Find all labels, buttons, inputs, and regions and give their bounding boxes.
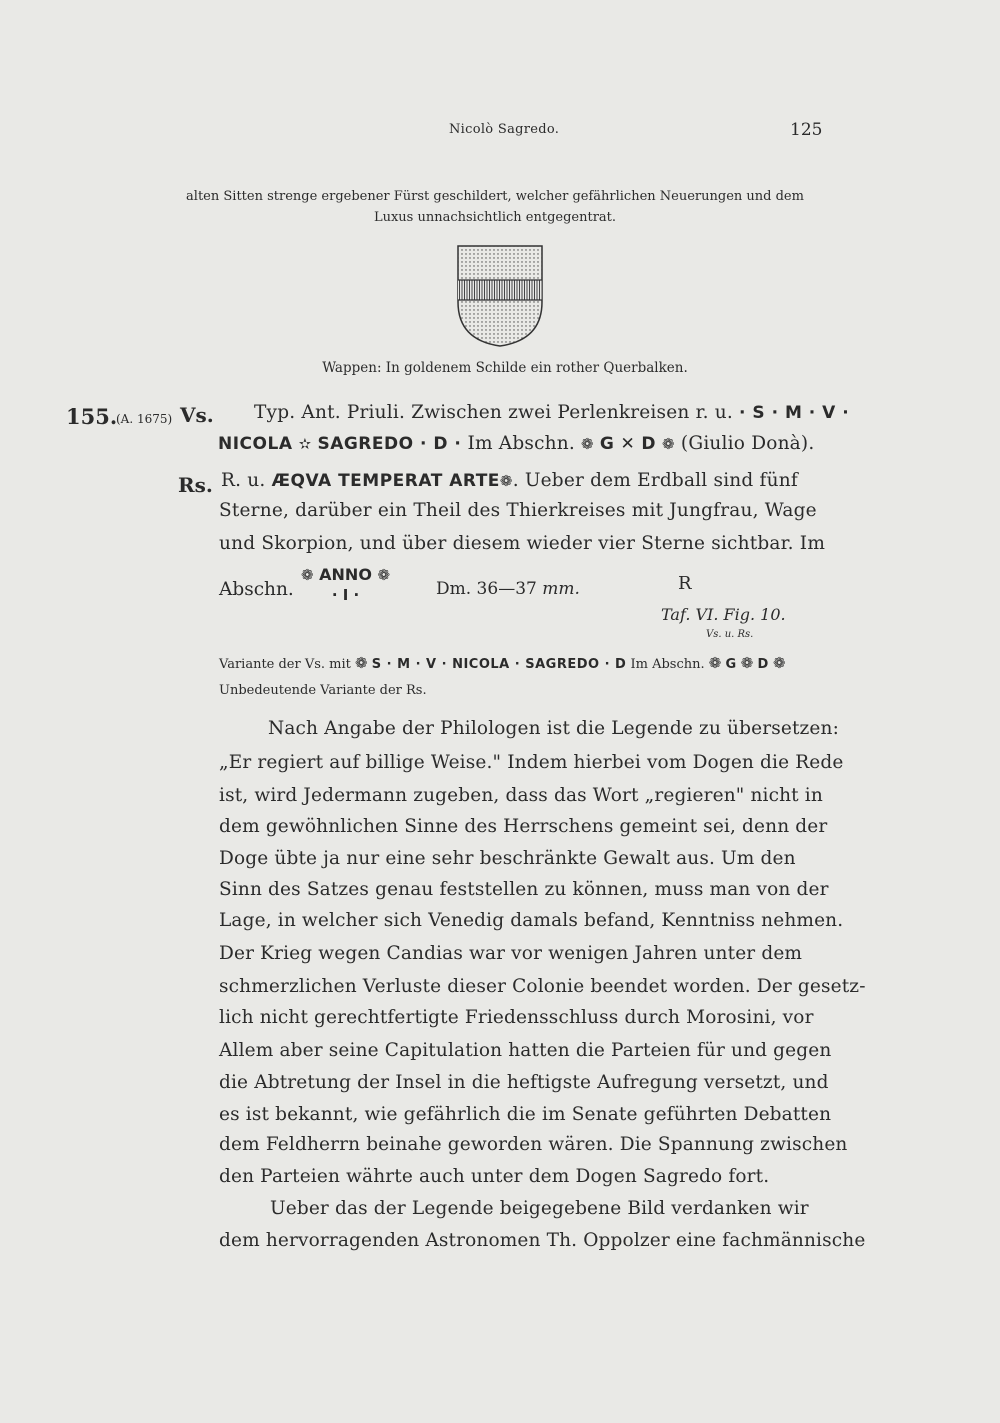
body-line: lich nicht gerechtfertigte Friedensschluss durch Morosini, vor <box>219 1007 814 1028</box>
body-line: Allem aber seine Capitulation hatten die Parteien für und gegen <box>219 1040 832 1061</box>
entry-number: 155. <box>66 404 118 429</box>
obverse-legend-start: · S · M · V · <box>739 403 850 423</box>
intro-line-1: alten Sitten strenge ergebener Fürst geschildert, welcher gefährlichen Neuerungen und dem <box>186 189 804 204</box>
body-line: den Parteien währte auch unter dem Dogen Sagredo fort. <box>219 1166 770 1187</box>
diameter-unit: mm. <box>542 579 580 599</box>
obverse-label: Vs. <box>180 403 214 427</box>
body-line: die Abtretung der Insel in die heftigste Aufregung versetzt, und <box>219 1072 829 1093</box>
reverse-legend: ÆQVA TEMPERAT ARTE <box>271 471 500 491</box>
rosette-icon: ❁ <box>772 654 786 672</box>
rosette-icon: ❁ <box>708 654 722 672</box>
entry-year: (A. 1675) <box>116 412 173 426</box>
obverse-line-1 <box>220 402 849 423</box>
anno-text: ANNO <box>319 565 372 584</box>
reverse-line-3: und Skorpion, und über diesem wieder vier Sterne sichtbar. Im <box>219 533 826 554</box>
page-number: 125 <box>790 120 823 140</box>
rosette-icon: ❁ <box>377 566 391 584</box>
running-title: Nicolò Sagredo. <box>449 122 560 137</box>
reverse-line-1 <box>219 470 798 491</box>
reverse-prefix: R. u. <box>221 470 266 491</box>
reverse-label: Rs. <box>178 473 213 497</box>
body-line: Lage, in welcher sich Venedig damals befand, Kenntniss nehmen. <box>219 910 844 931</box>
body-line: Sinn des Satzes genau feststellen zu können, muss man von der <box>219 879 829 900</box>
obverse-line-2 <box>218 433 814 454</box>
variant-obverse <box>219 654 786 672</box>
intro-line-2: Luxus unnachsichtlich entgegentrat. <box>373 210 617 225</box>
body-line: es ist bekannt, wie gefährlich die im Senate geführten Debatten <box>219 1104 832 1125</box>
initial-d: D <box>641 434 656 454</box>
rosette-icon: ❁ <box>581 435 594 453</box>
mintmaster-name: (Giulio Donà). <box>680 433 815 454</box>
initial-g: G <box>599 434 615 454</box>
plate-side: Vs. u. Rs. <box>706 629 754 640</box>
body-line: Nach Angabe der Philologen ist die Legende zu übersetzen: <box>268 718 839 739</box>
star-icon: ✫ <box>298 435 312 453</box>
obverse-description: Typ. Ant. Priuli. Zwischen zwei Perlenkreisen r. u. <box>254 402 733 423</box>
variant-initial-g: G <box>725 657 737 672</box>
obverse-legend-nicola: NICOLA <box>218 434 293 454</box>
diameter-value: Dm. 36—37 <box>436 579 537 599</box>
rosette-icon: ❁ <box>355 654 368 672</box>
body-line: dem hervorragenden Astronomen Th. Oppolzer eine fachmännische <box>219 1230 866 1251</box>
rosette-icon: ❁ <box>301 566 314 584</box>
body-line: ist, wird Jedermann zugeben, dass das Wort „regieren" nicht in <box>219 785 823 806</box>
exergue-label: Abschn. <box>219 579 294 600</box>
rarity-mark: R <box>678 573 692 594</box>
obverse-legend-sagredo: SAGREDO · D · <box>317 434 462 454</box>
reverse-line-2: Sterne, darüber ein Theil des Thierkreises mit Jungfrau, Wage <box>219 500 817 521</box>
rosette-icon: ❁ <box>499 472 513 490</box>
obverse-abschn: Im Abschn. <box>467 433 575 454</box>
variant-reverse: Unbedeutende Variante der Rs. <box>219 683 427 698</box>
rosette-icon: ❁ <box>740 654 754 672</box>
body-line: Ueber das der Legende beigegebene Bild verdanken wir <box>270 1198 809 1219</box>
body-line: Der Krieg wegen Candias war vor wenigen Jahren unter dem <box>219 943 803 964</box>
diameter <box>436 579 580 599</box>
exergue-legend <box>301 565 390 604</box>
coat-of-arms-shield-icon <box>456 244 544 348</box>
body-line: Doge übte ja nur eine sehr beschränkte Gewalt aus. Um den <box>219 848 796 869</box>
variant-legend: S · M · V · NICOLA · SAGREDO · D <box>371 657 627 672</box>
intro-paragraph <box>160 186 830 228</box>
variant-prefix: Variante der Vs. mit <box>219 657 351 672</box>
body-line: schmerzlichen Verluste dieser Colonie beendet worden. Der gesetz- <box>219 976 866 997</box>
body-line: dem gewöhnlichen Sinne des Herrschens gemeint sei, denn der <box>219 816 828 837</box>
body-line: „Er regiert auf billige Weise." Indem hierbei vom Dogen die Rede <box>219 752 844 773</box>
anno-number: · I · <box>331 586 360 604</box>
variant-abschn: Im Abschn. <box>630 657 705 672</box>
cross-icon: ✕ <box>620 434 636 454</box>
reverse-description-start: . Ueber dem Erdball sind fünf <box>512 470 798 491</box>
coat-of-arms-caption: Wappen: In goldenem Schilde ein rother Querbalken. <box>322 360 688 376</box>
plate-reference: Taf. VI. Fig. 10. <box>661 605 786 624</box>
variant-initial-d: D <box>757 657 769 672</box>
rosette-icon: ❁ <box>662 435 675 453</box>
body-line: dem Feldherrn beinahe geworden wären. Die Spannung zwischen <box>219 1134 848 1155</box>
